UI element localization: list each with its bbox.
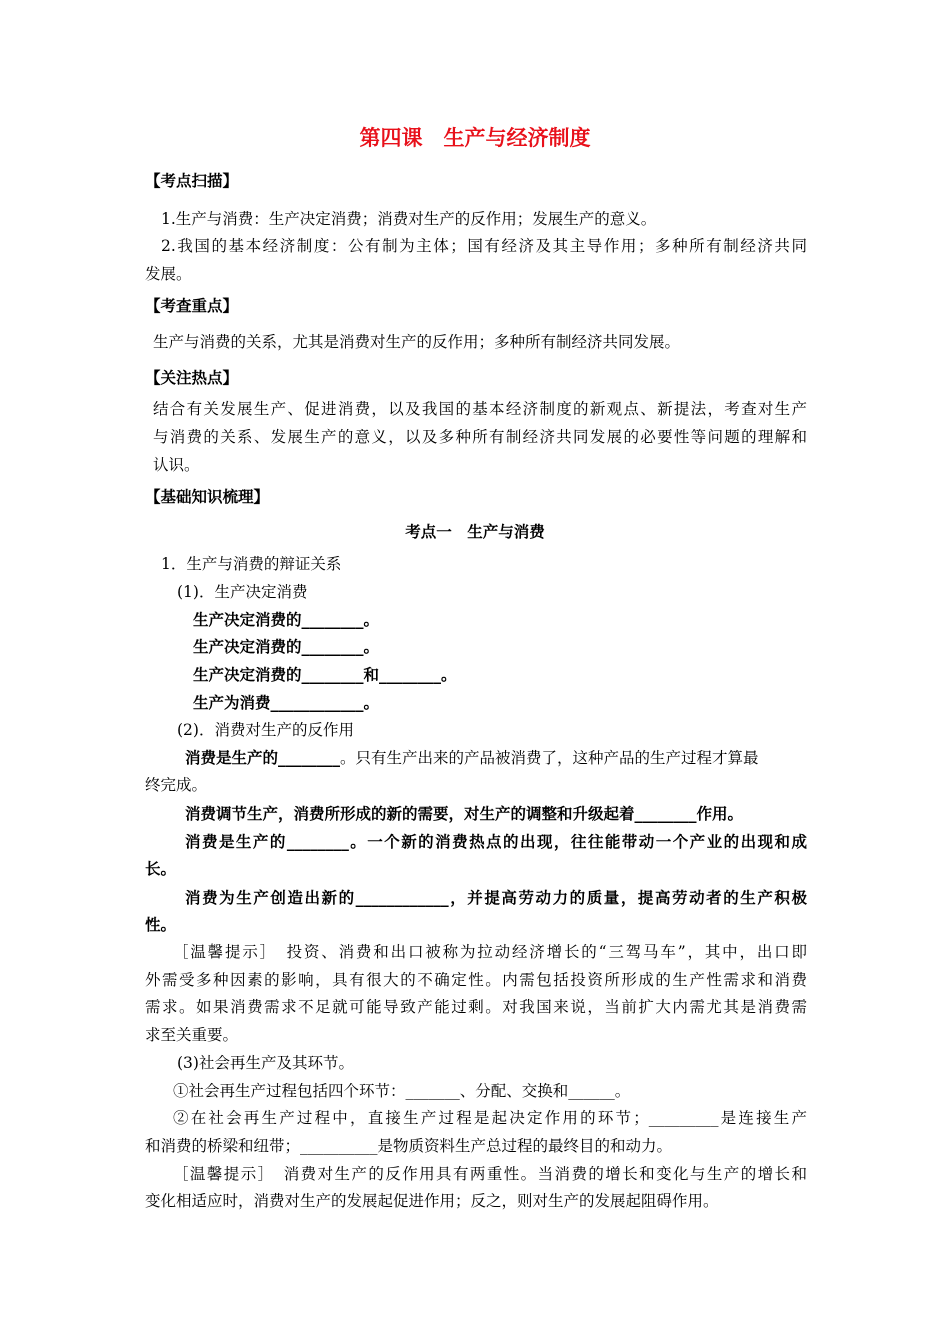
scan-heading: 【考点扫描】 [145,171,239,190]
consume-line-1 [185,747,759,769]
scan-item-1: 1.生产与消费：生产决定消费；消费对生产的反作用；发展生产的意义。 [161,210,657,228]
hot-line-2: 与消费的关系、发展生产的意义，以及多种所有制经济共同发展的必要性等问题的理解和 [153,428,807,446]
hot-line-3: 认识。 [153,456,200,474]
item-1-heading: 1．生产与消费的辩证关系 [161,555,342,573]
consume-line-1-rest: 。只有生产出来的产品被消费了，这种产品的生产过程才算最 [340,749,759,767]
fill-blank-2: 生产决定消费的________。 [193,637,380,656]
fill-blank-3: 生产决定消费的________和________。 [193,665,457,684]
fill-blank-4: 生产为消费____________。 [193,693,380,712]
tip-1-line-3: 需求。如果消费需求不足就可能导致产能过剩。对我国来说，当前扩大内需尤其是消费需 [145,998,807,1016]
lesson-title: 第四课 生产与经济制度 [359,125,591,150]
topic-subtitle: 考点一 生产与消费 [405,522,545,541]
consume-line-3-cont: 长。 [145,859,177,878]
hot-heading: 【关注热点】 [145,368,239,387]
scan-item-2: 2.我国的基本经济制度：公有制为主体；国有经济及其主导作用；多种所有制经济共同 [161,237,807,255]
sub-2-heading: (2)．消费对生产的反作用 [177,721,354,739]
scan-item-2-cont: 发展。 [145,265,192,283]
consume-line-1-bold: 消费是生产的________ [185,748,341,767]
reproduction-line-1: ①社会再生产过程包括四个环节：_______、分配、交换和______。 [173,1082,631,1100]
fill-blank-1: 生产决定消费的________。 [193,610,380,629]
sub-3-heading: (3)社会再生产及其环节。 [177,1054,354,1072]
tip-2-line-2: 变化相适应时，消费对生产的发展起促进作用；反之，则对生产的发展起阻碍作用。 [145,1192,719,1210]
tip-1-line-4: 求至关重要。 [145,1026,239,1044]
focus-heading: 【考查重点】 [145,296,239,315]
tip-1-line-1: ［温馨提示］ 投资、消费和出口被称为拉动经济增长的“三驾马车”，其中，出口即 [173,943,807,961]
basics-heading: 【基础知识梳理】 [145,487,270,506]
tip-2-line-1: ［温馨提示］ 消费对生产的反作用具有两重性。当消费的增长和变化与生产的增长和 [173,1165,807,1183]
consume-line-3: 消费是生产的________。一个新的消费热点的出现，往往能带动一个产业的出现和成 [185,832,807,851]
consume-line-1-cont: 终完成。 [145,776,208,794]
reproduction-line-2: ②在社会再生产过程中，直接生产过程是起决定作用的环节；_________是连接生产 [173,1109,807,1127]
consume-line-4-cont: 性。 [145,915,177,934]
consume-line-4: 消费为生产创造出新的____________，并提高劳动力的质量，提高劳动者的生产积极 [185,888,807,907]
hot-line-1: 结合有关发展生产、促进消费，以及我国的基本经济制度的新观点、新提法，考查对生产 [153,400,807,418]
sub-1-heading: (1)．生产决定消费 [177,583,308,601]
reproduction-line-2-cont: 和消费的桥梁和纽带；__________是物质资料生产总过程的最终目的和动力。 [145,1137,673,1155]
consume-line-2: 消费调节生产，消费所形成的新的需要，对生产的调整和升级起着________作用。 [185,804,744,823]
focus-text: 生产与消费的关系，尤其是消费对生产的反作用；多种所有制经济共同发展。 [153,333,681,351]
tip-1-line-2: 外需受多种因素的影响，具有很大的不确定性。内需包括投资所形成的生产性需求和消费 [145,971,807,989]
